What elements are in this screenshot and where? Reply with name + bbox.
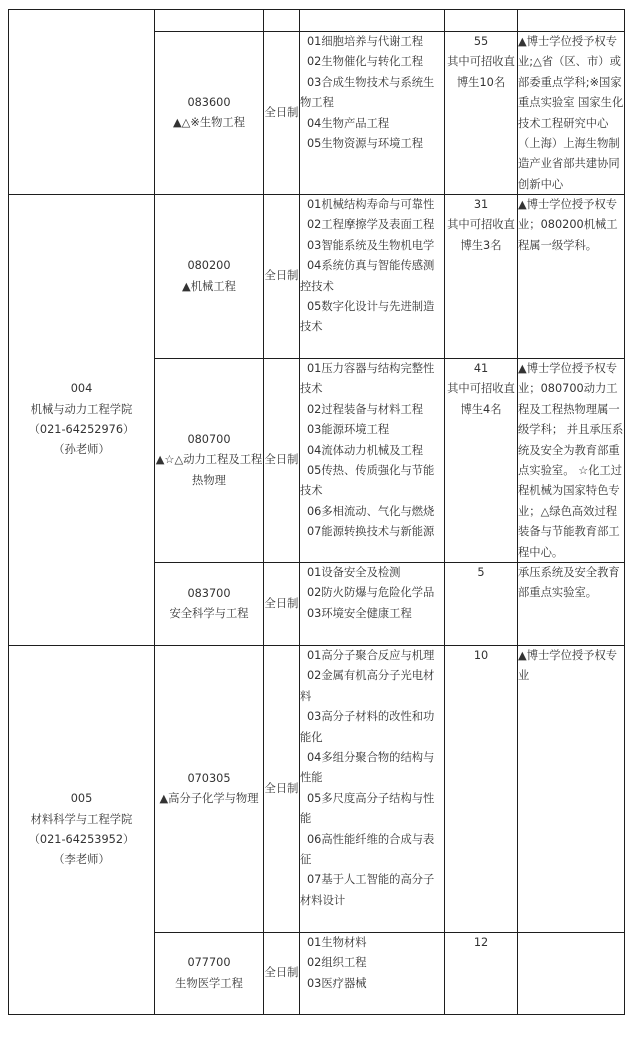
major-name: ▲高分子化学与物理: [159, 792, 259, 805]
research-direction: 02金属有机高分子光电材料: [300, 669, 435, 703]
research-direction: 04系统仿真与智能传感测控技术: [300, 259, 435, 293]
research-direction: 04流体动力机械及工程: [307, 443, 424, 457]
quota-cell: [445, 359, 518, 563]
research-direction: 06高性能纤维的合成与表征: [300, 832, 435, 867]
remarks: 承压系统及安全教育部重点实验室。: [518, 563, 625, 646]
department-name: 机械与动力工程学院: [30, 402, 133, 416]
research-direction: 01压力容器与结构完整性技术: [300, 362, 435, 396]
quota-total: 55: [473, 35, 489, 48]
study-mode: 全日制: [264, 646, 300, 933]
research-direction: 02生物催化与转化工程: [307, 55, 424, 69]
remarks: [518, 933, 625, 1015]
research-direction: 03合成生物技术与系统生物工程: [300, 75, 435, 110]
research-direction: 01生物材料: [307, 936, 367, 949]
research-direction: 01高分子聚合反应与机理: [307, 649, 435, 662]
research-direction: 05生物资源与环境工程: [307, 137, 424, 151]
research-direction: 04生物产品工程: [307, 116, 390, 130]
major-cell: [155, 359, 264, 563]
research-directions-cell: [300, 32, 445, 195]
remarks: ▲博士学位授予权专业;△省（区、市）或部委重点学科;※国家重点实验室 国家生化技术工程研究中心（上海）上海生物制造产业省部共建协同创新中心: [518, 32, 625, 195]
department-phone: （021-64252976）: [28, 423, 135, 436]
major-name: ▲机械工程: [182, 279, 236, 293]
department-contact: （李老师）: [53, 853, 110, 867]
research-direction: 05传热、传质强化与节能技术: [300, 464, 435, 498]
major-code: 077700: [187, 956, 231, 970]
research-direction: 03能源环境工程: [307, 423, 390, 437]
major-code: 080700: [187, 432, 231, 446]
header-cell: [445, 10, 518, 32]
research-direction: 01机械结构寿命与可靠性: [307, 198, 435, 211]
department-code: 005: [70, 792, 93, 806]
research-direction: 04多组分聚合物的结构与性能: [300, 751, 435, 785]
research-directions-cell: [300, 933, 445, 1015]
quota-cell: [445, 32, 518, 195]
major-code: 070305: [187, 771, 231, 785]
major-name: ▲△※生物工程: [172, 116, 246, 129]
quota-cell: [445, 646, 518, 933]
department-cell: [9, 646, 155, 1015]
major-code: 083600: [187, 95, 231, 109]
research-direction: 02过程装备与材料工程: [307, 402, 424, 416]
research-direction: 07基于人工智能的高分子材料设计: [300, 873, 435, 907]
research-direction: 02防火防爆与危险化学品: [307, 586, 435, 600]
table-row: [9, 10, 625, 32]
remarks: ▲博士学位授予权专业: [518, 646, 625, 933]
quota-cell: [445, 933, 518, 1015]
header-cell: [264, 10, 300, 32]
header-cell: [300, 10, 445, 32]
research-direction: 07能源转换技术与新能源: [307, 525, 435, 539]
major-code: 080200: [187, 259, 231, 273]
quota-total: 12: [473, 936, 489, 949]
research-directions-cell: [300, 195, 445, 359]
admissions-catalog-table: [8, 9, 625, 1015]
department-phone: （021-64253952）: [28, 833, 135, 846]
research-direction: 06多相流动、气化与燃烧: [307, 504, 435, 518]
research-direction: 03高分子材料的改性和功能化: [300, 710, 435, 744]
department-cell: [9, 195, 155, 646]
quota-total: 41: [473, 362, 489, 375]
research-direction: 05数字化设计与先进制造技术: [300, 300, 435, 334]
quota-total: 31: [473, 198, 489, 211]
table-row: [9, 195, 625, 359]
research-direction: 02组织工程: [307, 956, 367, 970]
research-direction: 02工程摩擦学及表面工程: [307, 218, 435, 232]
major-cell: [155, 32, 264, 195]
department-code: 004: [70, 382, 93, 396]
study-mode: 全日制: [264, 563, 300, 646]
research-direction: 03医疗器械: [307, 976, 367, 990]
research-direction: 01细胞培养与代谢工程: [307, 35, 424, 48]
remarks: ▲博士学位授予权专业；080700动力工程及工程热物理属一级学科； 并且承压系统及安全为教育部重点实验室。 ☆化工过程机械为国家特色专业；△绿色高效过程装备与节能教育部工程中心。: [518, 359, 625, 563]
major-cell: [155, 195, 264, 359]
quota-cell: [445, 195, 518, 359]
research-directions-cell: [300, 359, 445, 563]
research-direction: 03智能系统及生物机电学: [307, 238, 435, 252]
research-direction: 05多尺度高分子结构与性能: [300, 791, 435, 826]
quota-note: 其中可招收直博生4名: [447, 382, 515, 416]
major-cell: [155, 646, 264, 933]
major-name: 生物医学工程: [175, 976, 243, 990]
research-direction: 01设备安全及检测: [307, 566, 401, 579]
department-contact: （孙老师）: [53, 443, 110, 457]
quota-note: 其中可招收直博生10名: [447, 55, 515, 89]
study-mode: 全日制: [264, 195, 300, 359]
research-direction: 03环境安全健康工程: [307, 606, 412, 620]
major-cell: [155, 933, 264, 1015]
study-mode: 全日制: [264, 32, 300, 195]
major-cell: [155, 563, 264, 646]
department-name: 材料科学与工程学院: [30, 812, 133, 826]
study-mode: 全日制: [264, 933, 300, 1015]
table-row: [9, 646, 625, 933]
quota-total: 10: [473, 649, 489, 662]
major-code: 083700: [187, 586, 231, 600]
research-directions-cell: [300, 563, 445, 646]
header-cell: [518, 10, 625, 32]
department-cell: [9, 10, 155, 195]
study-mode: 全日制: [264, 359, 300, 563]
remarks: ▲博士学位授予权专业；080200机械工程属一级学科。: [518, 195, 625, 359]
major-name: ▲☆△动力工程及工程热物理: [155, 453, 263, 487]
quota-cell: [445, 563, 518, 646]
quota-total: 5: [477, 566, 485, 579]
header-cell: [155, 10, 264, 32]
quota-note: 其中可招收直博生3名: [447, 218, 515, 252]
research-directions-cell: [300, 646, 445, 933]
major-name: 安全科学与工程: [169, 607, 249, 620]
